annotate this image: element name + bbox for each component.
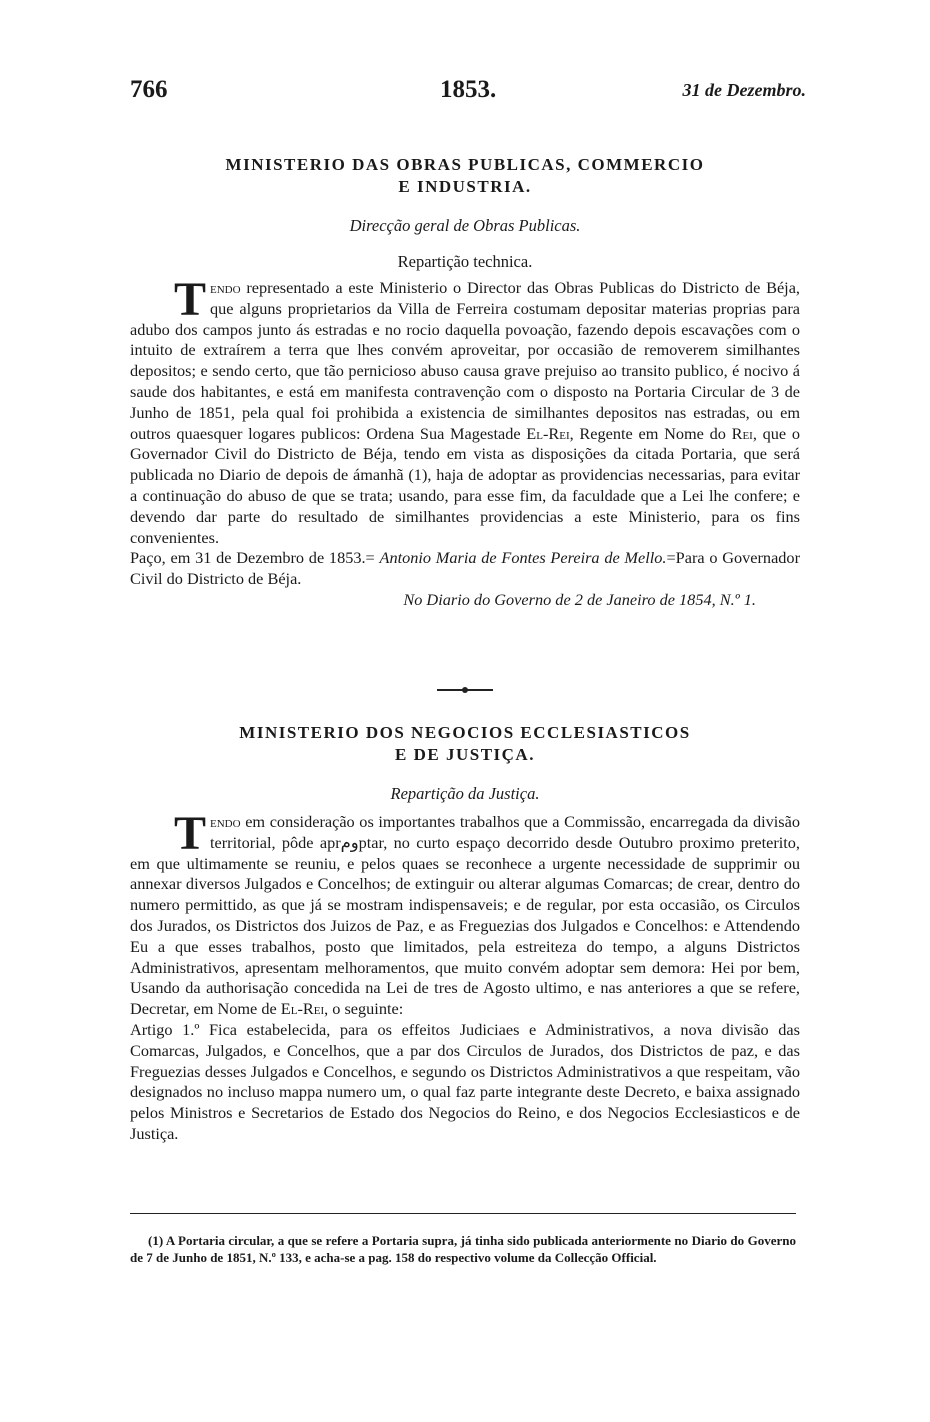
rei-text: Rei — [731, 423, 753, 443]
running-header — [130, 76, 806, 110]
body-text-b: , o seguinte: — [324, 999, 404, 1019]
publication-reference: No Diario do Governo de 2 de Janeiro de 1854, N.º 1. — [403, 589, 756, 609]
ministry-title-line-2: E INDUSTRIA. — [398, 177, 532, 196]
footnote — [130, 1232, 796, 1266]
decree-body — [130, 807, 801, 1020]
body-text-b: , Regente em Nome do — [569, 423, 732, 443]
article-label: Artigo 1.º — [130, 1019, 200, 1039]
department-heading: Repartição da Justiça. — [390, 784, 540, 803]
el-rei-text: El-Rei — [280, 999, 325, 1019]
signature-recipient: =Para o Governador Civil do Districto de Béja. — [130, 548, 800, 589]
page-number: 766 — [130, 76, 168, 103]
drop-cap: T — [174, 273, 207, 326]
footnote-rule — [130, 1213, 796, 1214]
section-divider-ornament — [435, 685, 495, 695]
ministry-title-line-1: MINISTERIO DOS NEGOCIOS ECCLESIASTICOS — [239, 723, 691, 742]
opening-word: endo — [210, 812, 241, 831]
article-text: Fica estabelecida, para os effeitos Judiciaes e Administrativos, a nova divisão das Comarcas, Julgados, e Concelhos, que a par dos Circulos de Jurados, dos Districtos de paz, e das Freguezias desses Julgados e Concelhos, e segundo os Districtos Administrativos a que respeitam, vão designados no incluso mappa numero um, o qual faz parte integrante deste Decreto, e baixa assignado pelos Ministros e Secretarios de Estado dos Negocios do Reino, e dos Negocios Ecclesiasticos e de Justiça. — [130, 1019, 800, 1143]
footnote-text: (1) A Portaria circular, a que se refere a Portaria supra, já tinha sido publicada anteriormente no Diario do Governo de 7 de Junho de 1851, N.º 133, e acha-se a pag. 158 do respectivo volume da Collecção Official. — [130, 1233, 796, 1265]
body-text-a: em consideração os importantes trabalhos que a Commissão, encarregada da divisão territorial, pôde aprومptar, no curto espaço decorrido desde Outubro proximo preterito, em que ultimamente se reuniu, e pelos quaes se reconhece a urgente necessidade de supprimir ou annexar diversos Julgados e Concelhos; de extinguir ou alterar algumas Comarcas; de crear, dentro do numero permittido, as que já se mostram indispensaveis; e de regular, por esta occasião, os Circulos dos Jurados, os Districtos dos Juizos de Paz, e as Freguezias dos Julgados e Concelhos: e Attendendo Eu a que esses trabalhos, posto que limitados, pela estreiteza do tempo, a alguns Districtos Administrativos, apresentam melhoramentos, que muito convém adoptar sem demora: Hei por bem, Usando da authorisação concedida na Lei de tres de Agosto ultimo, e nas anteriores a que se refere, Decretar, em Nome de — [130, 812, 801, 1019]
ministry-title-line-1: MINISTERIO DAS OBRAS PUBLICAS, COMMERCIO — [225, 155, 705, 174]
department-heading: Repartição technica. — [397, 252, 533, 271]
ministry-title-line-2: E DE JUSTIÇA. — [395, 745, 535, 764]
section-obras-publicas — [130, 154, 800, 611]
opening-word: endo — [210, 278, 241, 297]
body-text-a: representado a este Ministerio o Director das Obras Publicas do Districto de Béja, que alguns proprietarios da Villa de Ferreira costumam depositar materias proprias para adubo dos campos junto ás estradas e no rocio daquella povoação, fazendo depois escavações com o intuito de extraírem a terra que lhes convém aproveitar, por occasião de removerem similhantes depositos; e sendo certo, que tão pernicioso abuso causa grave prejuiso ao transito publico, é nocivo á saude dos habitantes, e está em manifesta contravenção com o disposto na Portaria Circular de 3 de Junho de 1851, pela qual foi prohibida a existencia de similhantes depositos nas estradas, ou em outros quaesquer logares publicos: Ordena Sua Magestade — [130, 278, 800, 443]
portaria-body — [130, 273, 800, 548]
el-rei-text: El-Rei — [526, 423, 570, 443]
directorate-heading: Direcção geral de Obras Publicas. — [349, 216, 581, 235]
body-text-c: , que o Governador Civil do Districto de Béja, tendo em vista as disposições da citada Portaria, que será publicada no Diario de depois de ámanhã (1), haja de adoptar as providencias necessarias, para evitar a continuação do abuso de que se trata; usando, para esse fim, da faculdade que a Lei lhe confere; e devendo dar parte do resultado de similhantes providencias a este Ministerio, para os fins convenientes. — [130, 423, 800, 547]
section-negocios-ecclesiasticos — [130, 722, 800, 1145]
signature-place-date: Paço, em 31 de Dezembro de 1853.= — [130, 548, 380, 568]
header-year: 1853. — [440, 76, 497, 103]
signature-name: Antonio Maria de Fontes Pereira de Mello. — [379, 548, 667, 568]
drop-cap: T — [174, 807, 207, 860]
header-date: 31 de Dezembro. — [682, 80, 806, 100]
signature-line — [130, 548, 800, 590]
article-1 — [130, 1020, 800, 1145]
